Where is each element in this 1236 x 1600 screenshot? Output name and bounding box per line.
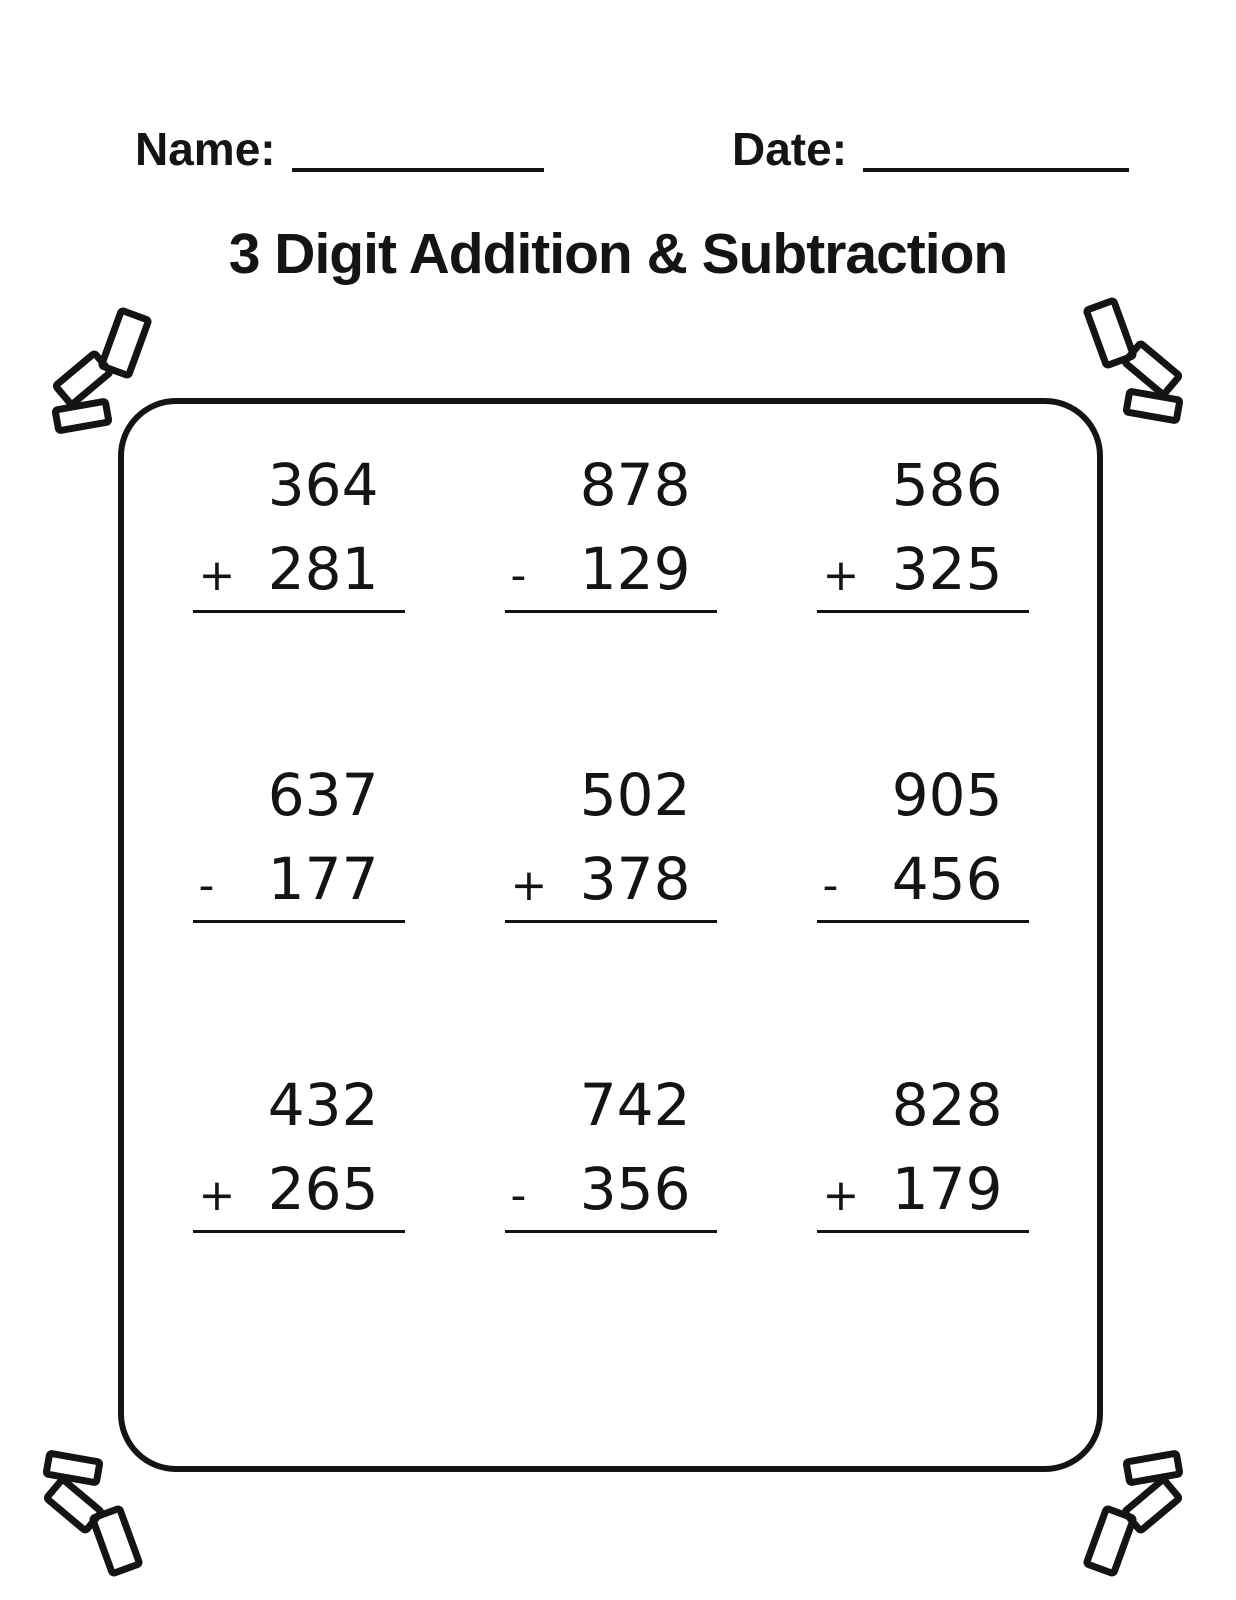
bottom-operand: 177 <box>267 845 379 913</box>
problem-4 <box>193 744 405 923</box>
burst-icon-bottom-left <box>46 1448 146 1574</box>
bottom-operand: 325 <box>891 535 1003 603</box>
operator-sign: - <box>510 1170 527 1221</box>
operand-row <box>193 824 405 923</box>
operand-row <box>505 514 717 613</box>
problem-5 <box>505 744 717 923</box>
top-operand: 742 <box>579 1071 691 1139</box>
date-label: Date: <box>732 123 848 175</box>
operator-sign: + <box>198 550 236 601</box>
problem-3 <box>817 434 1029 613</box>
name-field-row <box>135 123 544 175</box>
bottom-operand: 356 <box>579 1155 691 1223</box>
top-operand: 878 <box>579 451 691 519</box>
operand-row <box>817 824 1029 923</box>
problem-8 <box>505 1054 717 1233</box>
top-operand: 364 <box>267 451 379 519</box>
name-blank-line <box>292 166 544 172</box>
top-operand: 637 <box>267 761 379 829</box>
problem-6 <box>817 744 1029 923</box>
burst-dash-icon <box>42 1449 104 1487</box>
top-operand: 905 <box>891 761 1003 829</box>
operator-sign: - <box>198 860 215 911</box>
worksheet-frame <box>118 398 1103 1472</box>
operator-sign: + <box>822 1170 860 1221</box>
bottom-operand: 179 <box>891 1155 1003 1223</box>
bottom-operand: 265 <box>267 1155 379 1223</box>
date-blank-line <box>863 166 1129 172</box>
burst-icon-bottom-right <box>1080 1448 1180 1574</box>
operand-row <box>817 1134 1029 1233</box>
bottom-operand: 129 <box>579 535 691 603</box>
operator-sign: + <box>510 860 548 911</box>
operand-row <box>193 1134 405 1233</box>
problem-2 <box>505 434 717 613</box>
operator-sign: + <box>822 550 860 601</box>
bottom-operand: 378 <box>579 845 691 913</box>
operand-row <box>817 514 1029 613</box>
top-operand: 432 <box>267 1071 379 1139</box>
operand-row <box>505 824 717 923</box>
bottom-operand: 456 <box>891 845 1003 913</box>
page-title: 3 Digit Addition & Subtraction <box>228 222 1008 286</box>
operator-sign: - <box>510 550 527 601</box>
top-operand: 502 <box>579 761 691 829</box>
name-label: Name: <box>135 123 276 175</box>
operand-row <box>193 514 405 613</box>
bottom-operand: 281 <box>267 535 379 603</box>
burst-dash-icon <box>1122 1449 1184 1487</box>
top-operand: 586 <box>891 451 1003 519</box>
burst-dash-icon <box>51 397 113 435</box>
top-operand: 828 <box>891 1071 1003 1139</box>
operator-sign: - <box>822 860 839 911</box>
burst-dash-icon <box>1122 387 1184 425</box>
problem-9 <box>817 1054 1029 1233</box>
problems-grid <box>124 404 1097 1233</box>
operator-sign: + <box>198 1170 236 1221</box>
date-field-row <box>732 123 1129 175</box>
problem-7 <box>193 1054 405 1233</box>
problem-1 <box>193 434 405 613</box>
operand-row <box>505 1134 717 1233</box>
